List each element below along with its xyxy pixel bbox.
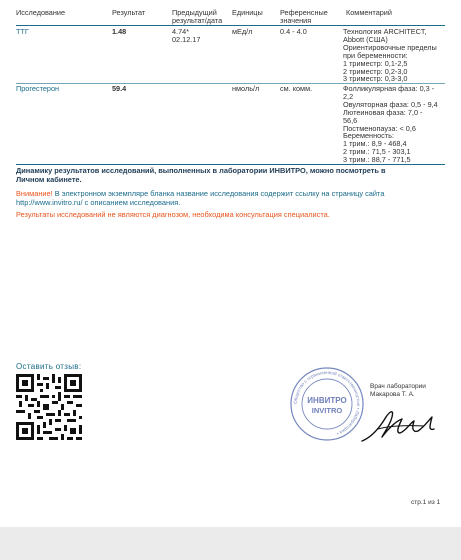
comment-line: Технология ARCHITECT, [343, 27, 427, 36]
doctor-name: Макарова Т. А. [370, 391, 415, 398]
row-progesterone-test[interactable]: Прогестерон [16, 84, 60, 93]
row-tsh-previous-date: 02.12.17 [172, 35, 201, 44]
feedback-qr-code[interactable] [16, 374, 82, 440]
row-tsh-reference: 0.4 - 4.0 [280, 27, 307, 36]
attention-label: Внимание! [16, 189, 53, 198]
comment-line: 56,6 [343, 115, 358, 125]
feedback-label[interactable]: Оставить отзыв: [16, 362, 82, 371]
link-suffix: с описанием исследования. [82, 198, 181, 207]
header-previous-2: результат/дата [172, 16, 223, 25]
row-progesterone-reference: см. комм. [280, 84, 313, 93]
comment-line: Постменопауза: < 0,6 [343, 123, 416, 133]
row-tsh-units: мЕд/л [232, 27, 253, 36]
doctor-title: Врач лаборатории [370, 383, 426, 390]
disclaimer: Результаты исследований не являются диагнозом, необходима консультация специалиста. [16, 210, 330, 219]
header-result: Результат [112, 8, 146, 17]
header-comments: Комментарий [346, 8, 392, 17]
header-units: Единицы [232, 8, 263, 17]
comment-line: 3 триместр: 0,3-3,0 [343, 74, 408, 84]
header-reference-1: Референсные [280, 8, 328, 17]
stamp-ring-text: Общество с ограниченной ответственностью • Лаборатория • [292, 369, 362, 437]
comment-line: Ориентировочные пределы [343, 42, 437, 52]
comment-line: Лютеиновая фаза: 7,0 - [343, 107, 423, 117]
dynamics-note-line-1: Динамику результатов исследований, выполненных в лаборатории ИНВИТРО, можно посмотреть в [16, 166, 386, 175]
comment-line: Фолликулярная фаза: 0,3 - [343, 84, 435, 93]
stamp-center-bottom: INVITRO [311, 406, 343, 415]
dynamics-note-line-2[interactable]: Личном кабинете. [16, 175, 82, 184]
link-note [16, 199, 180, 208]
comment-line: 1 триместр: 0,1-2,5 [343, 58, 408, 68]
invitro-link[interactable]: http://www.invitro.ru/ [16, 198, 83, 207]
header-divider [16, 25, 445, 26]
doctor-signature [358, 403, 440, 445]
row-tsh-test[interactable]: ТТГ [16, 27, 29, 36]
comment-line: 2 трим.: 71,5 - 303,1 [343, 147, 411, 157]
header-previous-1: Предыдущий [172, 8, 217, 17]
comment-line: Беременность: [343, 131, 394, 141]
comment-line: 2 триместр: 0,2-3,0 [343, 66, 408, 76]
row-progesterone-units: нмоль/л [232, 84, 260, 93]
page-number: стр.1 из 1 [411, 499, 441, 506]
comment-line: 2,2 [343, 91, 354, 101]
attention-text: В электронном экземпляре бланка название исследования содержит ссылку на страницу сайта [52, 189, 385, 198]
row-progesterone-result: 59.4 [112, 84, 127, 93]
comment-line: 3 трим.: 88,7 - 771,5 [343, 155, 411, 165]
comment-line: Abbott (США) [343, 34, 388, 44]
row-tsh-previous-value: 4.74* [172, 27, 190, 36]
row-progesterone-comment [343, 85, 438, 164]
lab-stamp [289, 366, 365, 442]
header-reference-2: значения [280, 16, 312, 25]
row-tsh-result: 1.48 [112, 27, 127, 36]
row-tsh-comment [343, 28, 437, 83]
table-bottom-divider [16, 164, 445, 165]
comment-line: 1 трим.: 8,9 - 468,4 [343, 139, 407, 149]
comment-line: Овуляторная фаза: 0,5 - 9,4 [343, 99, 438, 109]
comment-line: при беременности: [343, 50, 408, 60]
stamp-center-top: ИНВИТРО [307, 396, 347, 405]
header-test: Исследование [16, 8, 66, 17]
